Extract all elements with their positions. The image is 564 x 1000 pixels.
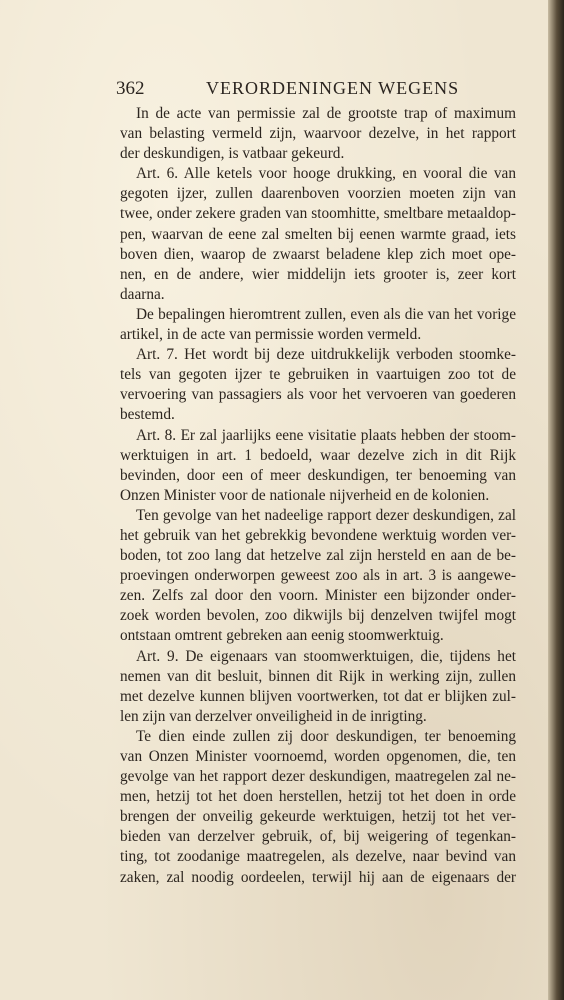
text-line: Ten gevolge van het nadeelige rapport dezer deskundigen, zal [136, 506, 516, 524]
text-line: proevingen onderworpen geweest zoo als in art. 3 is aangewe- [120, 567, 516, 585]
text-line: werktuigen in art. 1 bedoeld, waar dezelve zich in dit Rijk [120, 446, 516, 464]
text-line: In de acte van permissie zal de grootste trap of maximum [136, 105, 516, 122]
text-line: Art. 8. Er zal jaarlijks eene visitatie plaats hebben der stoom- [136, 426, 516, 444]
text-line: brengen der onveilig gekeurde werktuigen, hetzij tot het ver- [120, 808, 516, 826]
text-line: zaken, zal noodig oordeelen, terwijl hij aan de eigenaars der [120, 868, 516, 886]
text-line: der deskundigen, is vatbaar gekeurd. [120, 145, 345, 163]
text-line: ting, tot zoodanige maatregelen, als dezelve, naar bevind van [120, 848, 516, 866]
text-line: len zijn van derzelver onveiligheid in de inrigting. [120, 707, 427, 725]
text-line: tels van gegoten ijzer te gebruiken in vaartuigen zoo tot de [120, 366, 516, 384]
text-line: pen, waarvan de eene zal smelten bij eenen warmte graad, iets [120, 225, 516, 243]
text-line: Te dien einde zullen zij door deskundigen, ter benoeming [136, 727, 516, 745]
body-text [120, 104, 516, 888]
page-header [116, 78, 496, 102]
text-line: men, hetzij tot het doen herstellen, hetzij tot het doen in orde [120, 788, 516, 806]
text-line: ontstaan omtrent gebreken aan eenig stoomwerktuig. [120, 627, 444, 645]
text-line: Art. 9. De eigenaars van stoomwerktuigen, die, tijdens het [136, 647, 516, 665]
text-line: met dezelve kunnen blijven voortwerken, tot dat er blijken zul- [120, 687, 516, 705]
text-line: nen, en de andere, wier middelijn iets grooter is, zeer kort [120, 265, 516, 283]
text-line: daarna. [120, 285, 165, 303]
text-line: vervoering van passagiers als voor het vervoeren van goederen [120, 386, 516, 404]
text-line: gegoten ijzer, zullen daarenboven voorzien moeten zijn van [120, 185, 516, 203]
text-line: gevolge van het rapport dezer deskundigen, maatregelen zal ne- [120, 768, 516, 786]
text-line: zoek worden bevolen, zoo dikwijls bij denzelven twijfel mogt [120, 607, 516, 625]
text-line: van Onzen Minister voornoemd, worden opgenomen, die, ten [120, 748, 516, 765]
text-line: bieden van derzelver gebruik, of, bij weigering of tegenkan- [120, 828, 516, 846]
text-line: Art. 7. Het wordt bij deze uitdrukkelijk verboden stoomke- [136, 346, 516, 364]
book-gutter-edge [548, 0, 564, 1000]
text-line: bestemd. [120, 406, 175, 424]
running-title: VERORDENINGEN WEGENS [206, 78, 460, 98]
text-line: zen. Zelfs zal door den voorn. Minister een bijzonder onder- [120, 587, 516, 605]
text-line: boven dien, waarop de zwaarst beladene klep zich moet ope- [120, 245, 516, 263]
text-line: het gebruik van het gebrekkig bevondene werktuig worden ver- [120, 526, 516, 544]
text-line: artikel, in de acte van permissie worden vermeld. [120, 326, 422, 344]
page-number: 362 [116, 78, 145, 99]
text-line: van belasting vermeld zijn, waarvoor dezelve, in het rapport [120, 125, 516, 143]
text-line: Onzen Minister voor de nationale nijverheid en de kolonien. [120, 486, 490, 504]
text-line: twee, onder zekere graden van stoomhitte, smeltbare metaaldop- [120, 205, 516, 223]
text-line: nemen van dit besluit, binnen dit Rijk in werking zijn, zullen [120, 667, 516, 685]
text-line: boden, tot zoo lang dat hetzelve zal zijn hersteld en aan de be- [120, 547, 516, 565]
text-line: Art. 6. Alle ketels voor hooge drukking, en vooral die van [136, 165, 516, 183]
text-line: De bepalingen hieromtrent zullen, even als die van het vorige [136, 305, 516, 323]
text-line: bevinden, door een of meer deskundigen, ter benoeming van [120, 466, 516, 484]
